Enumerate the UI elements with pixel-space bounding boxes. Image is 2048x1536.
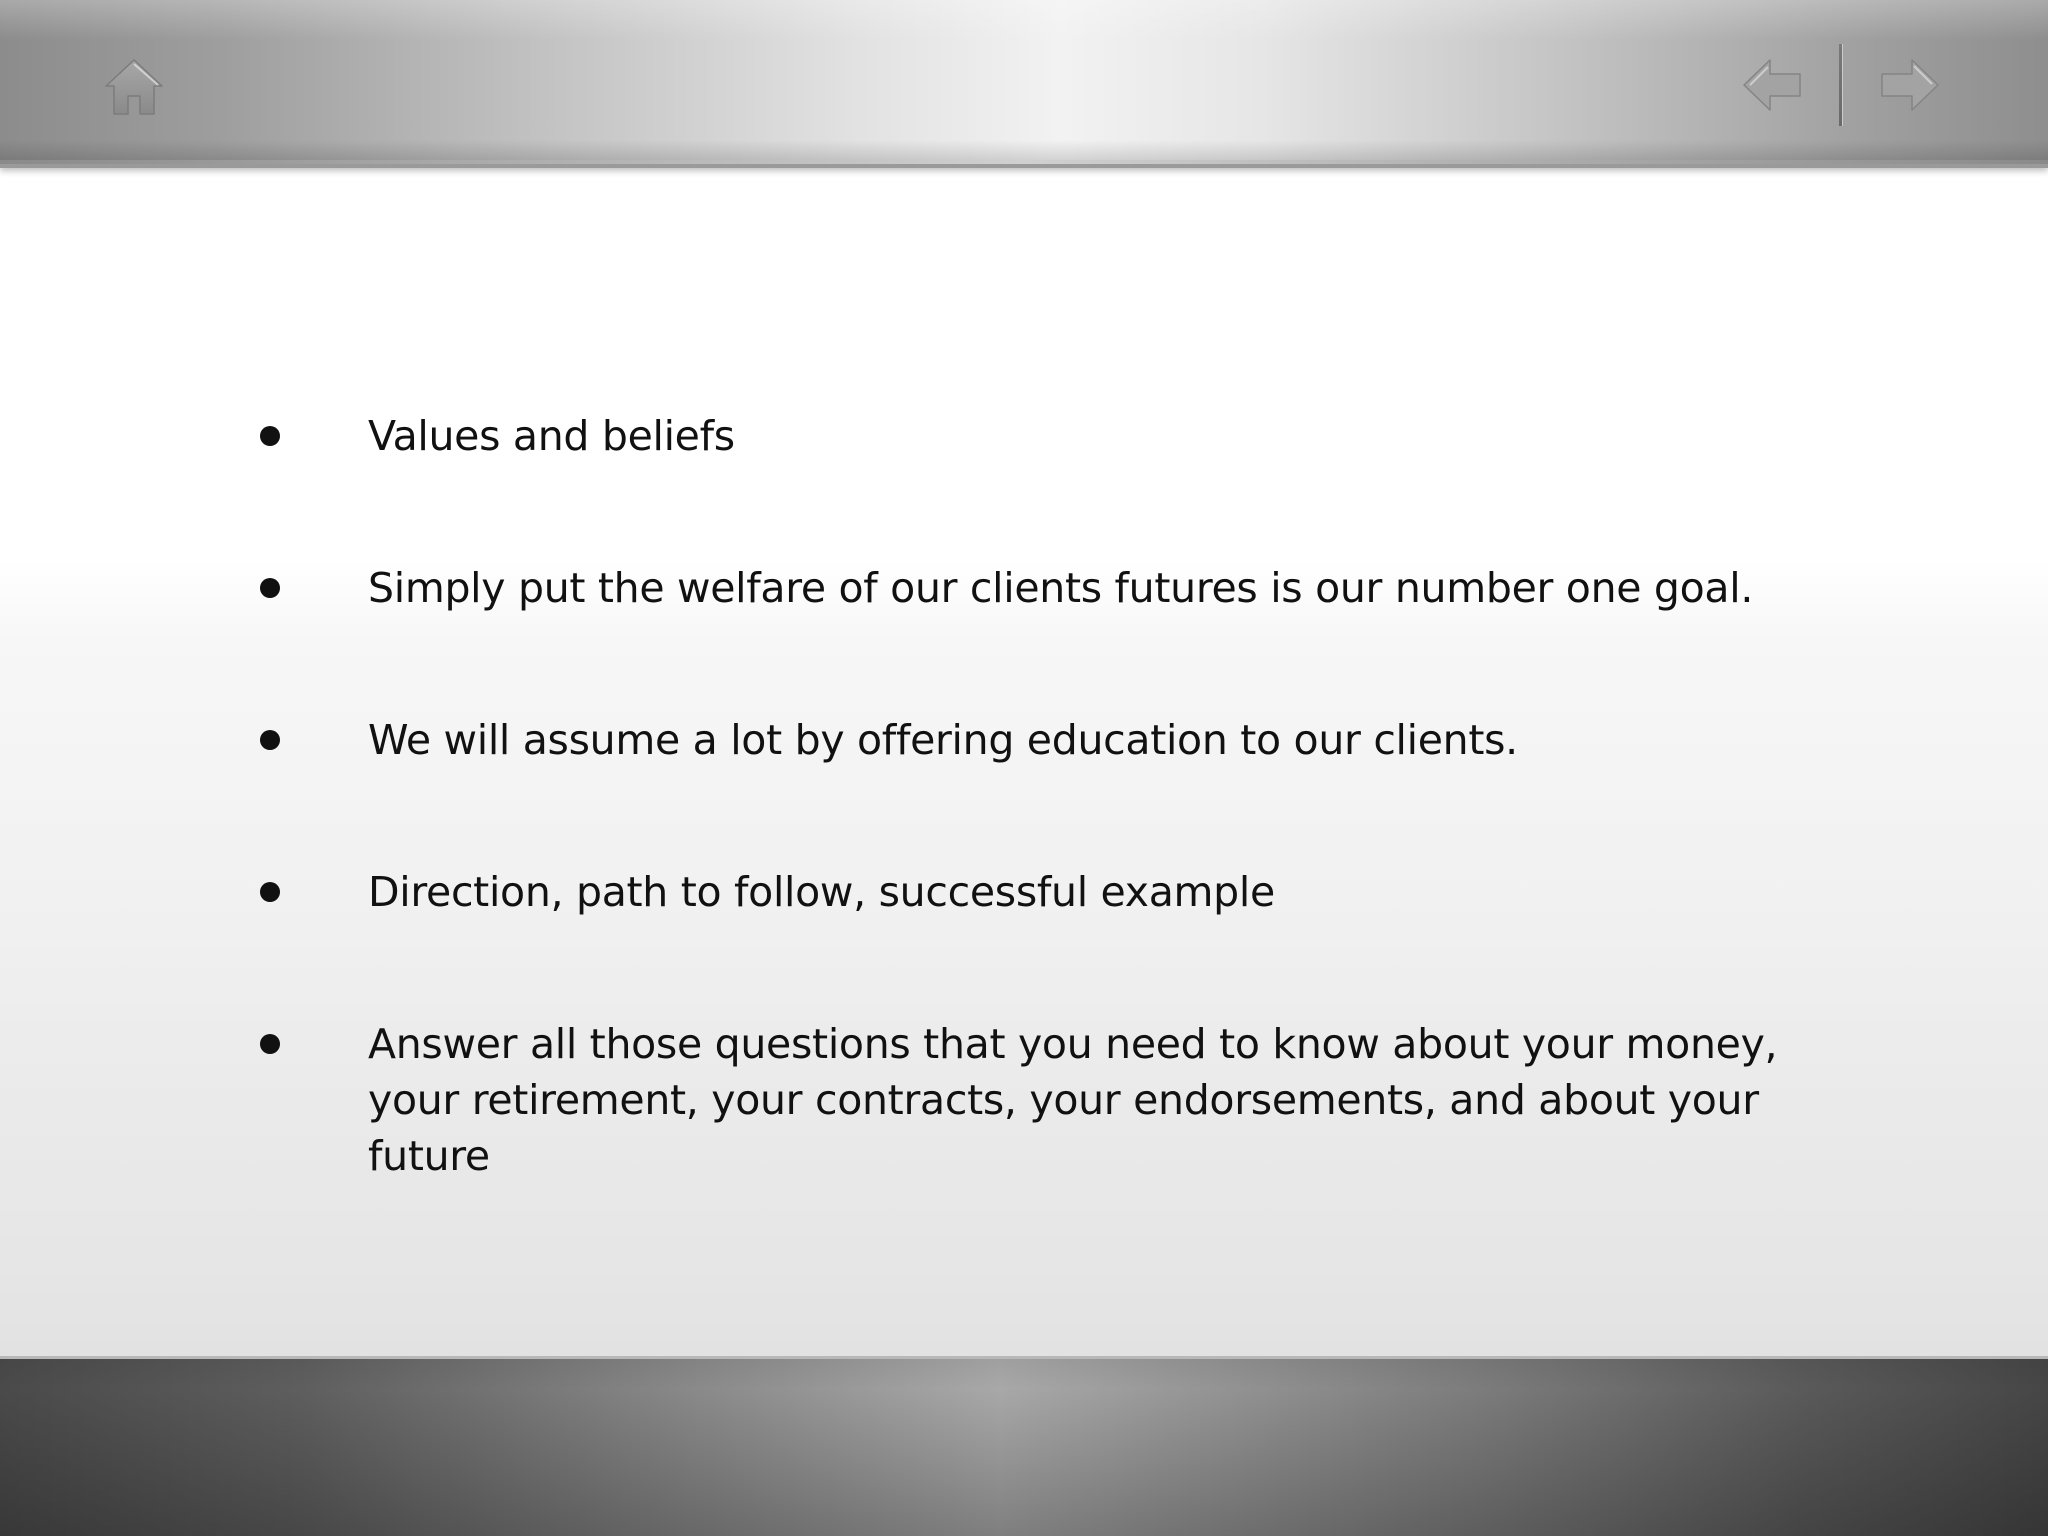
bullet-text: Direction, path to follow, successful example — [368, 868, 1275, 916]
bullet-dot — [260, 426, 280, 446]
bullet-item — [260, 864, 1880, 920]
bullet-text: Answer all those questions that you need to know about your money, your retirement, your contracts, your endorsements, and about your future — [368, 1020, 1778, 1180]
bullet-dot — [260, 882, 280, 902]
forward-arrow-icon[interactable] — [1880, 56, 1940, 114]
back-arrow-icon[interactable] — [1742, 56, 1802, 114]
bullet-dot — [260, 730, 280, 750]
bullet-item — [260, 408, 1880, 464]
top-navigation-bar — [0, 0, 2048, 168]
bullet-text: Simply put the welfare of our clients futures is our number one goal. — [368, 564, 1754, 612]
nav-divider — [1839, 44, 1842, 126]
bullet-text: Values and beliefs — [368, 412, 735, 460]
bullet-item — [260, 712, 1880, 768]
bullet-text: We will assume a lot by offering education to our clients. — [368, 716, 1518, 764]
bullet-dot — [260, 1034, 280, 1054]
home-icon[interactable] — [104, 58, 164, 116]
bullet-item — [260, 1016, 1880, 1184]
bullet-dot — [260, 578, 280, 598]
bottom-bar — [0, 1356, 2048, 1536]
bullet-item — [260, 560, 1880, 616]
